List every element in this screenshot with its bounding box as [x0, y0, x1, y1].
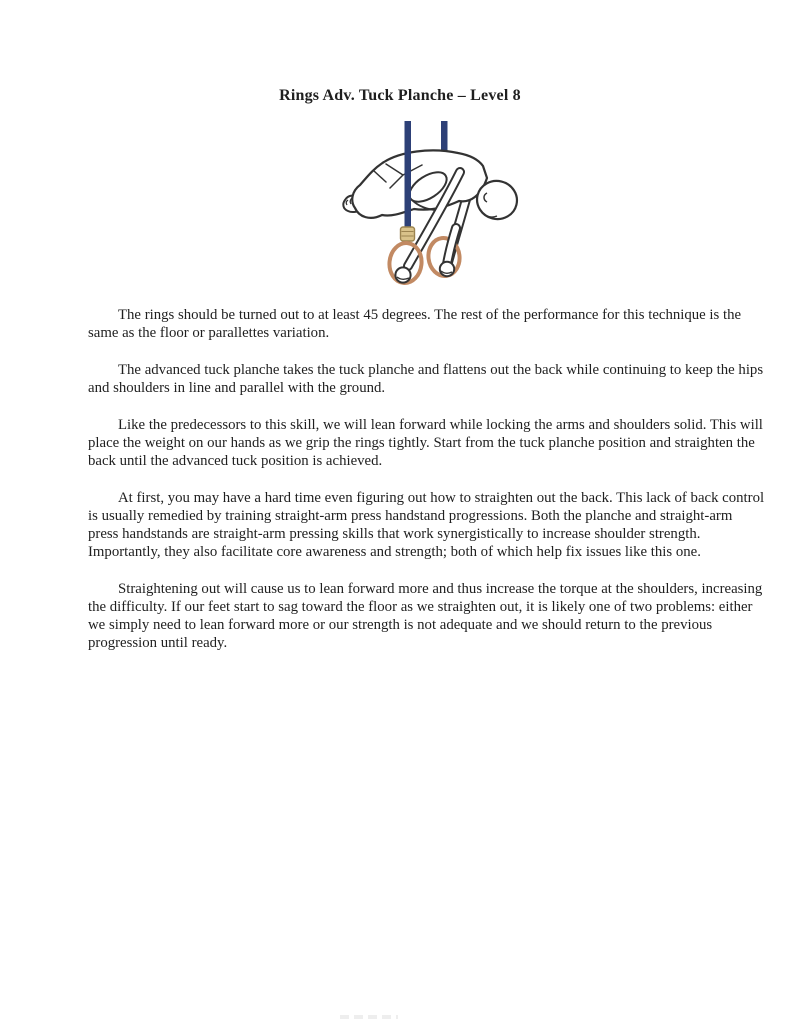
paragraph-technique: Like the predecessors to this skill, we will lean forward while locking the arms and shoulders solid. This will place the weight on our hands as we grip the rings tightly. Start from the tuck planche position and straighten the back until the advanced tuck position is achieved.: [88, 417, 763, 469]
planche-illustration-svg: [340, 116, 540, 296]
paragraph-back-control: At first, you may have a hard time even figuring out how to straighten out the back. This lack of back control is usually remedied by training straight-arm press handstand progressions. Both the planche and straight-arm press handstands are straight-arm pressing skills that work synergistically to increase shoulder strength. Importantly, they also facilitate core awareness and strength; both of which help fix issues like this one.: [88, 490, 765, 560]
paragraph-definition: The advanced tuck planche takes the tuck planche and flattens out the back while continuing to keep the hips and shoulders in line and parallel with the ground.: [88, 362, 764, 396]
near-fist: [395, 267, 410, 282]
left-strap: [405, 121, 412, 228]
strap-buckle: [401, 227, 415, 241]
far-fist: [440, 262, 454, 276]
paragraph-rings-turnout: The rings should be turned out to at least 45 degrees. The rest of the performance for this technique is the same as the floor or parallettes variation.: [88, 307, 742, 341]
cropped-footer-artifact: [340, 1015, 398, 1019]
far-forearm: [447, 228, 456, 264]
body-text: [88, 306, 766, 671]
page-title: Rings Adv. Tuck Planche – Level 8: [279, 87, 521, 104]
planche-illustration: [340, 116, 540, 296]
paragraph-straightening: Straightening out will cause us to lean forward more and thus increase the torque at the shoulders, increasing the difficulty. If our feet start to sag toward the floor as we straighten out, it is likely one of two problems: either we simply need to lean forward more or our strength is not adequate and we should return to the previous progression until ready.: [88, 581, 763, 651]
